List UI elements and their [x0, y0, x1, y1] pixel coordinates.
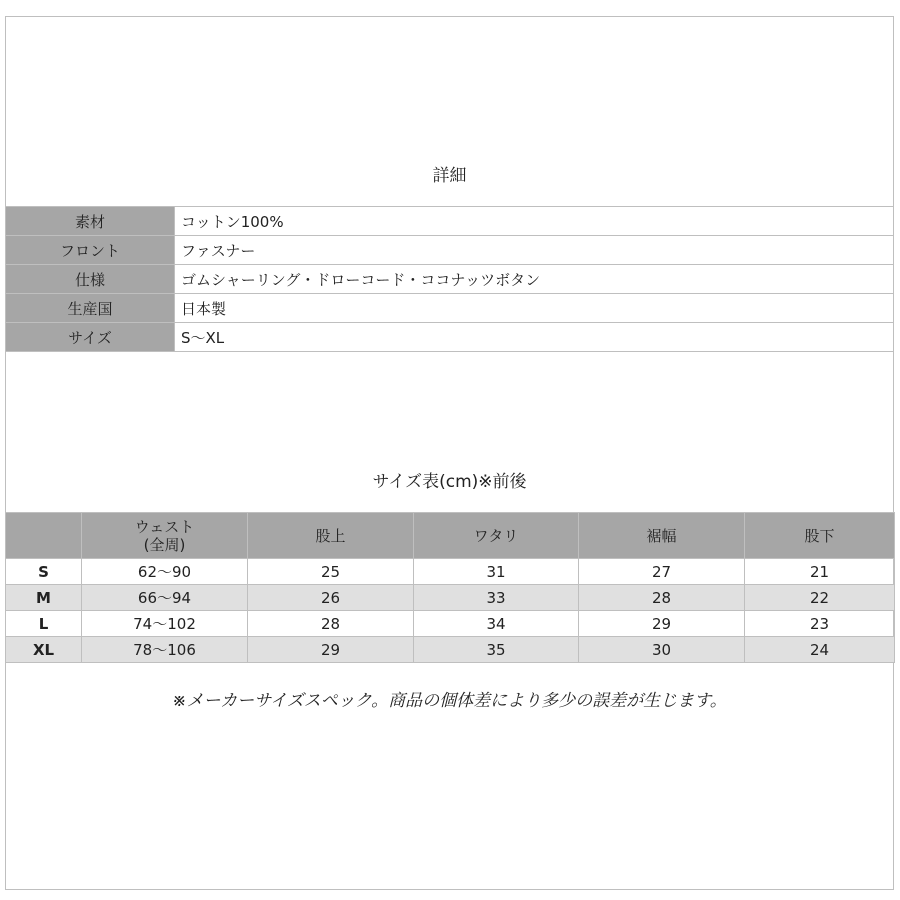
size-cell: 28 [579, 585, 745, 611]
size-cell: 30 [579, 637, 745, 663]
size-row-m [6, 585, 895, 611]
size-row-xl [6, 637, 895, 663]
details-label: 素材 [6, 207, 175, 236]
details-title: 詳細 [432, 166, 467, 186]
size-header-row [6, 513, 895, 559]
size-cell: 35 [414, 637, 579, 663]
size-label: S [6, 559, 82, 585]
details-value: 日本製 [175, 294, 894, 323]
size-cell: 25 [248, 559, 414, 585]
size-cell: 28 [248, 611, 414, 637]
size-cell: 34 [414, 611, 579, 637]
header-size [6, 513, 82, 559]
details-value: S〜XL [175, 323, 894, 352]
details-table [5, 206, 894, 352]
details-label: 生産国 [6, 294, 175, 323]
size-chart-table [5, 512, 895, 663]
size-cell: 62〜90 [82, 559, 248, 585]
size-cell: 29 [248, 637, 414, 663]
header-rise: 股上 [248, 513, 414, 559]
header-waist: ウェスト (全周) [82, 513, 248, 559]
size-cell: 66〜94 [82, 585, 248, 611]
size-label: M [6, 585, 82, 611]
details-row [6, 236, 894, 265]
details-label: サイズ [6, 323, 175, 352]
details-value: ファスナー [175, 236, 894, 265]
details-row [6, 265, 894, 294]
details-row [6, 207, 894, 236]
disclaimer-note: ※メーカーサイズスペック。商品の個体差により多少の誤差が生じます。 [172, 691, 727, 711]
details-value: コットン100% [175, 207, 894, 236]
size-cell: 24 [745, 637, 895, 663]
details-value: ゴムシャーリング・ドローコード・ココナッツボタン [175, 265, 894, 294]
size-cell: 27 [579, 559, 745, 585]
details-row [6, 323, 894, 352]
size-cell: 29 [579, 611, 745, 637]
size-row-l [6, 611, 895, 637]
size-cell: 78〜106 [82, 637, 248, 663]
size-label: XL [6, 637, 82, 663]
size-cell: 22 [745, 585, 895, 611]
details-row [6, 294, 894, 323]
size-row-s [6, 559, 895, 585]
size-cell: 23 [745, 611, 895, 637]
size-cell: 26 [248, 585, 414, 611]
details-label: フロント [6, 236, 175, 265]
size-cell: 74〜102 [82, 611, 248, 637]
size-cell: 31 [414, 559, 579, 585]
header-inseam: 股下 [745, 513, 895, 559]
size-chart-title: サイズ表(cm)※前後 [372, 472, 527, 492]
header-hem: 裾幅 [579, 513, 745, 559]
size-cell: 21 [745, 559, 895, 585]
size-cell: 33 [414, 585, 579, 611]
page-frame [5, 16, 894, 890]
header-thigh: ワタリ [414, 513, 579, 559]
details-label: 仕様 [6, 265, 175, 294]
size-label: L [6, 611, 82, 637]
